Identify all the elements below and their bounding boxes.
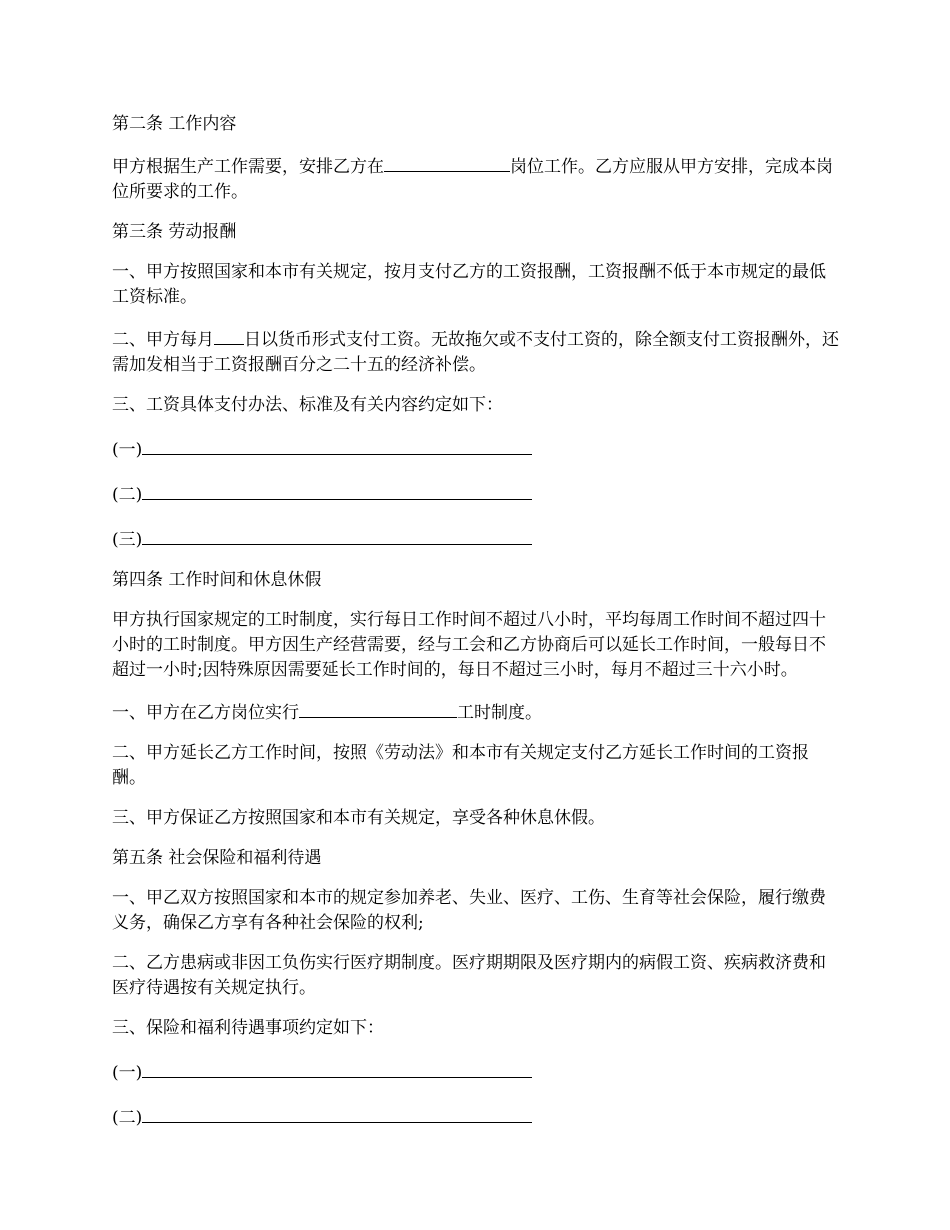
sub-label: (三) <box>112 530 143 550</box>
sub-label: (一) <box>112 1063 143 1083</box>
article-3-sub-2 <box>112 480 842 508</box>
sub-label: (一) <box>112 440 143 460</box>
article-5-item-3: 三、保险和福利待遇事项约定如下： <box>112 1018 384 1038</box>
article-4-heading: 第四条 工作时间和休息休假 <box>112 570 322 590</box>
blank-line <box>142 1058 532 1078</box>
article-3-sub-1 <box>112 435 842 463</box>
article-5-item-1: 一、甲乙双方按照国家和本市的规定参加养老、失业、医疗、工伤、生育等社会保险，履行缴费义务，确保乙方享有各种社会保险的权利; <box>112 888 826 933</box>
blank-line <box>142 435 532 455</box>
contract-page <box>112 112 842 1131</box>
article-2-paragraph-text-after: 岗位工作。乙方应服从甲方安排，完成本岗位所要求的工作。 <box>112 157 833 202</box>
article-3-item-2-text-before: 二、甲方每月 <box>112 330 214 350</box>
article-4-item-2: 二、甲方延长乙方工作时间，按照《劳动法》和本市有关规定支付乙方延长工作时间的工资报酬。 <box>112 743 809 788</box>
article-4-paragraph: 甲方执行国家规定的工时制度，实行每日工作时间不超过八小时，平均每周工作时间不超过四十小时的工时制度。甲方因生产经营需要，经与工会和乙方协商后可以延长工作时间，一般每日不超过一小时;因特殊原因需要延长工作时间的，每日不超过三小时，每月不超过三十六小时。 <box>112 610 826 680</box>
article-5-sub-1 <box>112 1058 842 1086</box>
article-3-item-2-text-after: 日以货币形式支付工资。无故拖欠或不支付工资的，除全额支付工资报酬外，还需加发相当于工资报酬百分之二十五的经济补偿。 <box>112 330 839 375</box>
article-3-heading: 第三条 劳动报酬 <box>112 222 237 242</box>
blank-line <box>142 525 532 545</box>
article-5-item-2: 二、乙方患病或非因工负伤实行医疗期制度。医疗期期限及医疗期内的病假工资、疾病救济费和医疗待遇按有关规定执行。 <box>112 953 826 998</box>
article-2-heading: 第二条 工作内容 <box>112 114 237 134</box>
article-3-item-3: 三、工资具体支付办法、标准及有关内容约定如下： <box>112 395 503 415</box>
article-3-item-2 <box>112 325 842 378</box>
blank-line <box>142 1103 532 1123</box>
article-5-sub-2 <box>112 1103 842 1131</box>
article-5-heading: 第五条 社会保险和福利待遇 <box>112 848 322 868</box>
sub-label: (二) <box>112 1108 143 1128</box>
sub-label: (二) <box>112 485 143 505</box>
pay-day-blank-line <box>214 325 244 345</box>
article-4-item-1 <box>112 698 842 726</box>
post-blank-line <box>384 152 510 172</box>
article-2-paragraph <box>112 152 842 205</box>
blank-line <box>142 480 532 500</box>
article-3-item-1: 一、甲方按照国家和本市有关规定，按月支付乙方的工资报酬，工资报酬不低于本市规定的最低工资标准。 <box>112 262 826 307</box>
article-2-paragraph-text-before: 甲方根据生产工作需要，安排乙方在 <box>112 157 384 177</box>
work-hours-blank-line <box>299 698 457 718</box>
article-4-item-1-text-after: 工时制度。 <box>457 703 542 723</box>
article-4-item-3: 三、甲方保证乙方按照国家和本市有关规定，享受各种休息休假。 <box>112 808 605 828</box>
article-3-sub-3 <box>112 525 842 553</box>
article-4-item-1-text-before: 一、甲方在乙方岗位实行 <box>112 703 299 723</box>
